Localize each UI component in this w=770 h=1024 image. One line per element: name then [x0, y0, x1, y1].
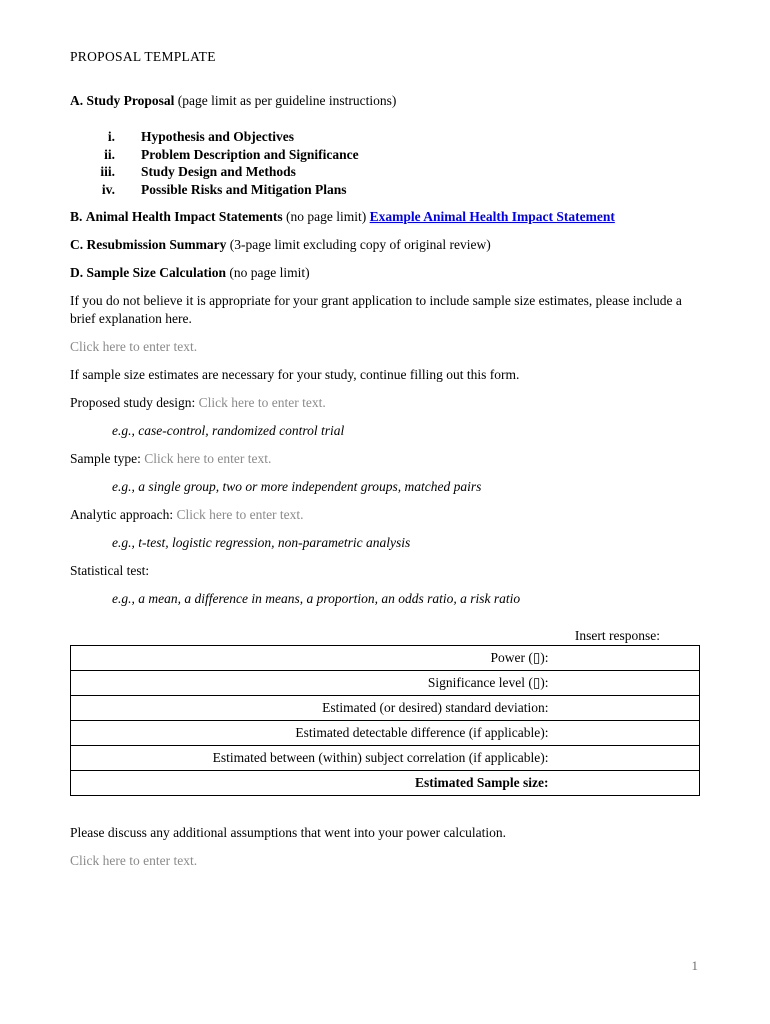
- section-b-suffix: (no page limit): [286, 209, 367, 224]
- row-label-difference: Estimated detectable difference (if applicable):: [295, 725, 549, 740]
- closing-entry: [70, 852, 700, 870]
- outline-item-risks: [70, 181, 700, 199]
- section-b-letter: B.: [70, 209, 83, 224]
- section-a-title: Study Proposal: [86, 93, 175, 108]
- text-entry-placeholder[interactable]: Click here to enter text.: [144, 451, 272, 466]
- row-label-std-dev: Estimated (or desired) standard deviation:: [322, 700, 549, 715]
- table-row: [71, 771, 700, 796]
- field-label: Analytic approach:: [70, 507, 174, 522]
- table-row: [71, 746, 700, 771]
- text-entry-placeholder[interactable]: Click here to enter text.: [198, 395, 326, 410]
- explanation-entry: [70, 338, 700, 356]
- response-cell-correlation[interactable]: [549, 746, 700, 771]
- intro-paragraph: If you do not believe it is appropriate for your grant application to include sample size estimates, please include a brief explanation here.: [70, 293, 682, 326]
- outline-label: Problem Description and Significance: [141, 146, 359, 162]
- table-row: [71, 696, 700, 721]
- field-label: Proposed study design:: [70, 395, 196, 410]
- section-d-title: Sample Size Calculation: [86, 265, 227, 280]
- row-label-power: Power (▯):: [490, 650, 549, 665]
- section-a-letter: A.: [70, 93, 84, 108]
- section-d-letter: D.: [70, 265, 84, 280]
- outline-item-hypothesis: [70, 128, 700, 146]
- section-c-title: Resubmission Summary: [86, 237, 227, 252]
- table-row: [71, 646, 700, 671]
- section-d-heading: [70, 264, 700, 282]
- row-label-sample-size: Estimated Sample size:: [415, 775, 549, 790]
- outline-label: Hypothesis and Objectives: [141, 129, 295, 144]
- outline-numeral: ii.: [104, 146, 115, 162]
- analytic-approach-field: [70, 506, 700, 524]
- section-c-letter: C.: [70, 237, 84, 252]
- response-cell-power[interactable]: [549, 646, 700, 671]
- section-c-heading: [70, 236, 700, 254]
- section-a-heading: [70, 92, 700, 110]
- document-title: PROPOSAL TEMPLATE: [70, 49, 216, 64]
- statistical-test-field: [70, 562, 700, 580]
- outline-label: Possible Risks and Mitigation Plans: [141, 181, 347, 197]
- section-a-suffix: (page limit as per guideline instructions): [177, 93, 397, 108]
- page-number: 1: [691, 958, 698, 973]
- statistical-test-example: e.g., a mean, a difference in means, a proportion, an odds ratio, a risk ratio: [112, 591, 521, 606]
- closing-paragraph: Please discuss any additional assumptions that went into your power calculation.: [70, 825, 507, 840]
- response-cell-difference[interactable]: [549, 721, 700, 746]
- sample-type-example: e.g., a single group, two or more independent groups, matched pairs: [112, 479, 482, 494]
- section-c-suffix: (3-page limit excluding copy of original review): [229, 237, 491, 252]
- outline-list: [70, 128, 700, 198]
- sample-type-field: [70, 450, 700, 468]
- response-cell-std-dev[interactable]: [549, 696, 700, 721]
- row-label-correlation: Estimated between (within) subject correlation (if applicable):: [212, 750, 549, 765]
- example-impact-statement-link[interactable]: Example Animal Health Impact Statement: [369, 209, 615, 224]
- section-d-suffix: (no page limit): [229, 265, 310, 280]
- outline-numeral: i.: [107, 129, 115, 144]
- outline-label: Study Design and Methods: [141, 164, 296, 179]
- outline-item-design: [70, 163, 700, 181]
- text-entry-placeholder[interactable]: Click here to enter text.: [176, 507, 304, 522]
- outline-numeral: iv.: [101, 181, 115, 197]
- response-cell-significance[interactable]: [549, 671, 700, 696]
- row-label-significance: Significance level (▯):: [427, 675, 549, 690]
- table-row: [71, 671, 700, 696]
- continue-paragraph: If sample size estimates are necessary for your study, continue filling out this form.: [70, 367, 520, 382]
- text-entry-placeholder[interactable]: Click here to enter text.: [70, 853, 198, 868]
- table-row: [71, 721, 700, 746]
- analytic-approach-example: e.g., t-test, logistic regression, non-parametric analysis: [112, 535, 411, 550]
- insert-response-label: Insert response:: [574, 628, 660, 643]
- response-cell-sample-size[interactable]: [549, 771, 700, 796]
- outline-numeral: iii.: [100, 164, 115, 179]
- proposed-study-design-field: [70, 394, 700, 412]
- field-label: Statistical test:: [70, 563, 150, 578]
- outline-item-problem: [70, 146, 700, 164]
- text-entry-placeholder[interactable]: Click here to enter text.: [70, 339, 198, 354]
- section-b-heading: [70, 208, 700, 226]
- section-b-title: Animal Health Impact Statements: [85, 209, 283, 224]
- field-label: Sample type:: [70, 451, 141, 466]
- study-design-example: e.g., case-control, randomized control trial: [112, 423, 345, 438]
- sample-size-table: [70, 645, 700, 796]
